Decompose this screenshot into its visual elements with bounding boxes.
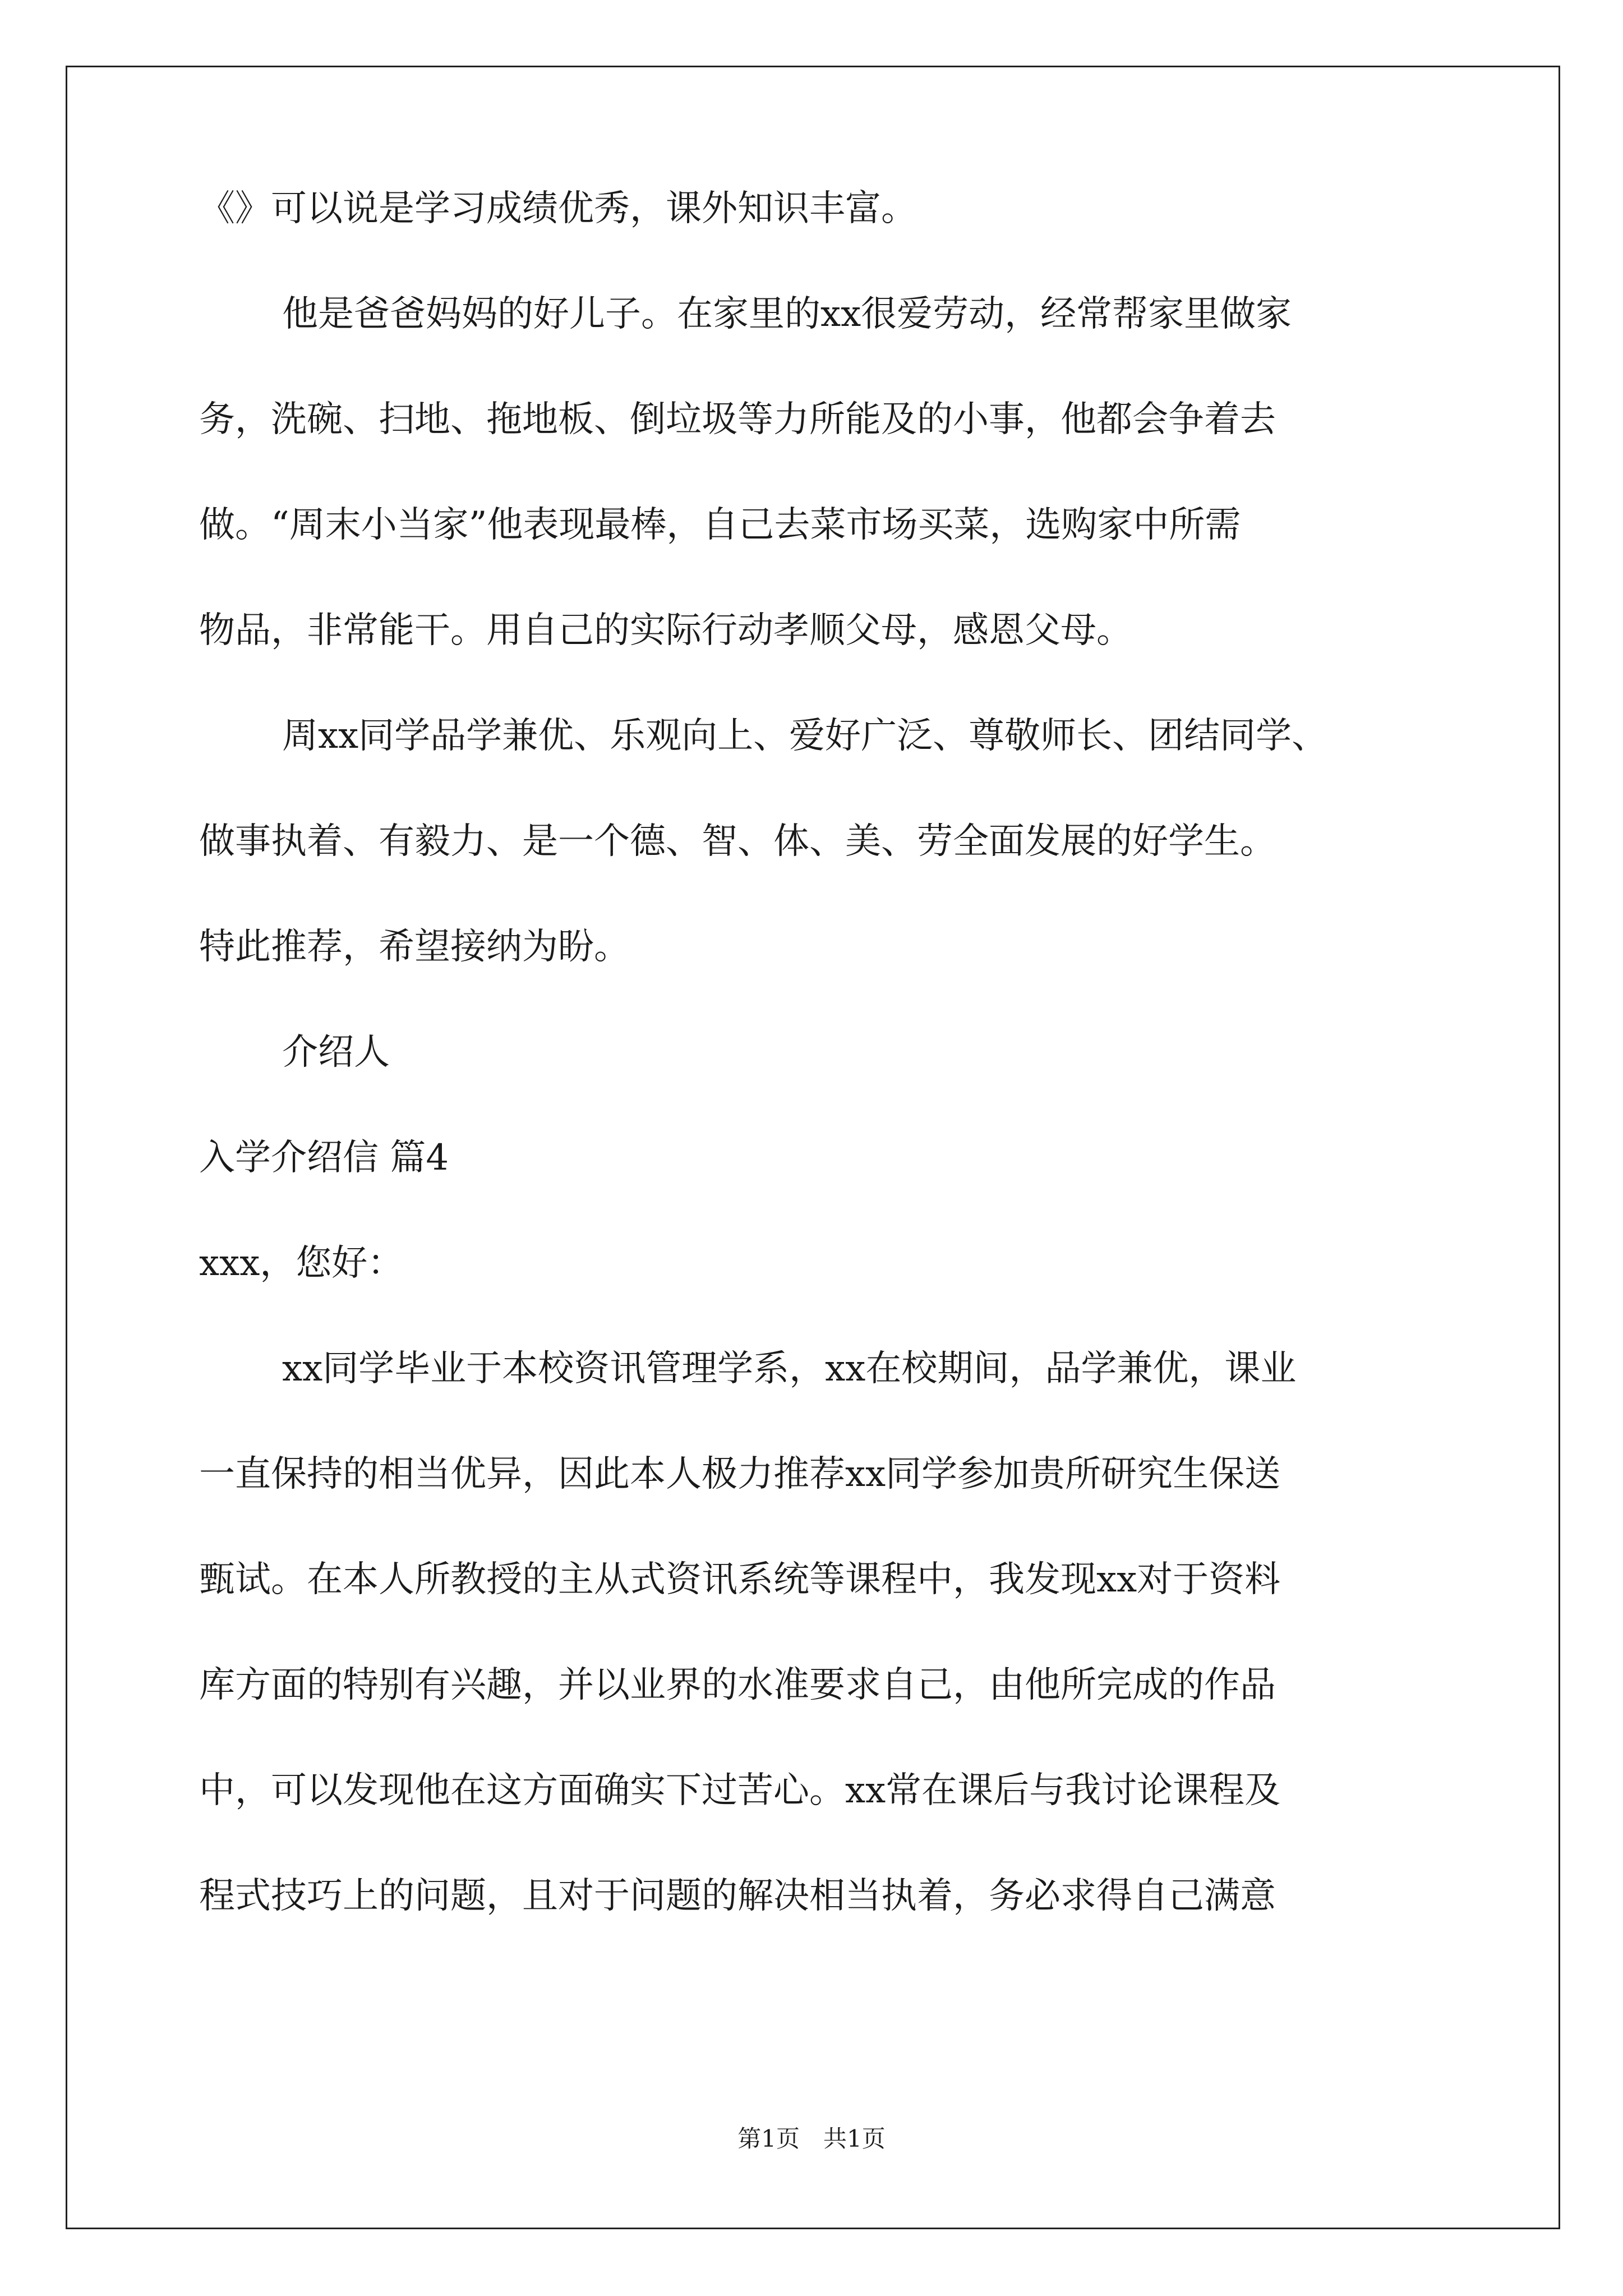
paragraph-line: xx同学毕业于本校资讯管理学系，xx在校期间，品学兼优，课业 — [282, 1348, 1297, 1389]
signature-label: 介绍人 — [282, 1032, 390, 1073]
section-heading: 入学介绍信 篇4 — [199, 1137, 449, 1179]
text-line: 《》可以说是学习成绩优秀，课外知识丰富。 — [199, 188, 917, 229]
text-line: 做。“周末小当家”他表现最棒，自己去菜市场买菜，选购家中所需 — [199, 504, 1241, 546]
text-line: 做事执着、有毅力、是一个德、智、体、美、劳全面发展的好学生。 — [199, 821, 1276, 862]
text-line: 一直保持的相当优异，因此本人极力推荐xx同学参加贵所研究生保送 — [199, 1453, 1281, 1495]
paragraph-line: 周xx同学品学兼优、乐观向上、爱好广泛、尊敬师长、团结同学、 — [282, 715, 1328, 757]
text-line: 中，可以发现他在这方面确实下过苦心。xx常在课后与我讨论课程及 — [199, 1770, 1281, 1811]
paragraph-line: 他是爸爸妈妈的好儿子。在家里的xx很爱劳动，经常帮家里做家 — [282, 293, 1292, 335]
text-line: 务，洗碗、扫地、拖地板、倒垃圾等力所能及的小事，他都会争着去 — [199, 399, 1276, 440]
text-line: 程式技巧上的问题，且对于问题的解决相当执着，务必求得自己满意 — [199, 1875, 1276, 1917]
salutation: xxx，您好： — [199, 1243, 404, 1284]
text-line: 物品，非常能干。用自己的实际行动孝顺父母，感恩父母。 — [199, 610, 1132, 651]
text-line: 甄试。在本人所教授的主从式资讯系统等课程中，我发现xx对于资料 — [199, 1559, 1281, 1600]
text-line: 库方面的特别有兴趣，并以业界的水准要求自己，由他所完成的作品 — [199, 1664, 1276, 1706]
text-line: 特此推荐，希望接纳为盼。 — [199, 926, 630, 968]
page-footer: 第1页 共1页 — [737, 2125, 886, 2152]
